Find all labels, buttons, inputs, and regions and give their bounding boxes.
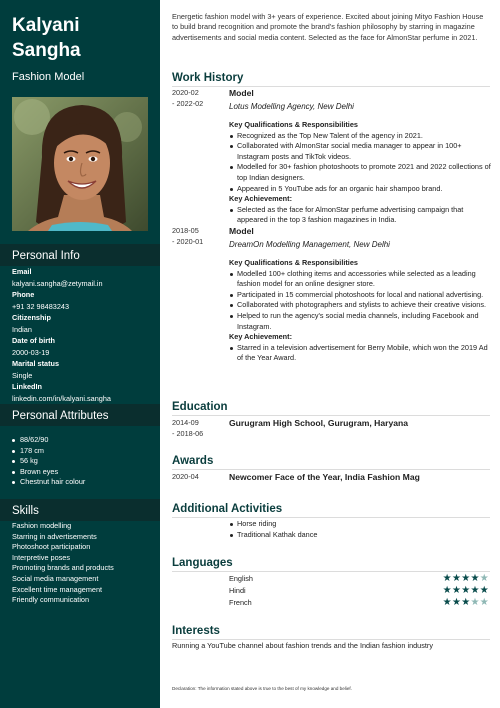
citizenship-value: Indian <box>12 324 32 334</box>
duty-item: Helped to run the agency's social media channels, including Facebook and Instagram. <box>229 311 491 332</box>
star-filled-icon: ★ <box>451 597 462 608</box>
info-label: Email <box>12 267 32 276</box>
phone-value[interactable]: +91 32 98483243 <box>12 301 70 311</box>
star-empty-icon: ★ <box>479 573 489 584</box>
languages-heading: Languages <box>172 557 233 569</box>
achievement-list <box>229 343 491 364</box>
achievement-heading: Key Achievement: <box>229 194 292 204</box>
first-name: Kalyani <box>12 15 80 36</box>
declaration: Declaration: The information stated above is true to the best of my knowledge and belief. <box>172 686 352 691</box>
duties-list <box>229 269 491 333</box>
attribute-item: 56 kg <box>12 456 85 467</box>
skill-item: Interpretive poses <box>12 552 71 562</box>
activity-item: Horse riding <box>229 519 317 530</box>
duties-list <box>229 131 491 195</box>
attributes-heading: Personal Attributes <box>12 410 109 422</box>
skill-item: Starring in advertisements <box>12 531 97 541</box>
date-from: 2018-05 <box>172 226 199 235</box>
achievement-list <box>229 205 491 226</box>
linkedin-link[interactable]: linkedin.com/in/kalyani.sangha <box>12 393 111 403</box>
language-row <box>229 598 489 609</box>
education-heading: Education <box>172 401 228 413</box>
job-dates <box>172 226 203 247</box>
language-row <box>229 574 489 585</box>
school-name: Gurugram High School, Gurugram, Haryana <box>229 418 409 428</box>
award-title: Newcomer Face of the Year, India Fashion Mag <box>229 472 420 482</box>
date-to: - 2022-02 <box>172 98 204 108</box>
date-to: - 2018-06 <box>172 428 204 438</box>
summary: Energetic fashion model with 3+ years of experience. Excited about joining Mityo Fashion House to build brand recognition and promote the brand's fashion philosophy by starring in magazine advertisements and social media content. Selected as the face for AlmonStar perfume in 2021. <box>172 12 484 42</box>
star-filled-icon: ★ <box>461 585 471 596</box>
skill-item: Fashion modelling <box>12 521 72 530</box>
award-date: 2020-04 <box>172 472 199 481</box>
job-title: Model <box>229 226 254 236</box>
attribute-item: Chestnut hair colour <box>12 477 85 488</box>
language-name: English <box>229 574 253 583</box>
achievement-heading: Key Achievement: <box>229 332 292 342</box>
language-row <box>229 586 489 597</box>
attribute-item: 178 cm <box>12 446 85 457</box>
achievement-item: Selected as the face for AlmonStar perfume advertising campaign that appeared in the top 3 fashion magazines in India. <box>229 205 491 226</box>
date-from: 2014-09 <box>172 418 199 427</box>
awards-heading: Awards <box>172 455 214 467</box>
star-empty-icon: ★ <box>479 597 489 608</box>
job-entry <box>229 225 491 364</box>
duty-item: Collaborated with photographers and stylists to achieve their creative visions. <box>229 300 491 311</box>
star-empty-icon: ★ <box>470 597 480 608</box>
marital-status-value: Single <box>12 370 33 380</box>
attribute-item: Brown eyes <box>12 467 85 478</box>
divider <box>172 517 490 518</box>
duty-item: Modelled for 30+ fashion photoshoots to promote 2021 and 2022 collections of top Indian designers. <box>229 162 491 183</box>
info-label: Date of birth <box>12 336 55 345</box>
profile-photo <box>12 97 148 231</box>
qualifications-heading: Key Qualifications & Responsibilities <box>229 258 358 267</box>
star-filled-icon: ★ <box>461 573 471 584</box>
skills-heading: Skills <box>12 505 39 517</box>
duty-item: Modelled 100+ clothing items and accessories while selected as a leading fashion model for an online designer store. <box>229 269 491 290</box>
info-label: LinkedIn <box>12 382 42 391</box>
star-filled-icon: ★ <box>479 585 489 596</box>
star-filled-icon: ★ <box>442 573 452 584</box>
achievement-item: Starred in a television advertisement for Berry Mobile, which won the 2019 Ad of the Year Award. <box>229 343 491 364</box>
language-name: French <box>229 598 252 607</box>
skill-item: Social media management <box>12 573 99 583</box>
star-filled-icon: ★ <box>451 573 462 584</box>
attributes-list <box>12 435 85 488</box>
date-from: 2020-02 <box>172 88 199 97</box>
language-rating-stars <box>443 585 489 596</box>
work-history-heading: Work History <box>172 72 244 84</box>
email-value[interactable]: kalyani.sangha@zetymail.in <box>12 278 103 288</box>
skills-list <box>12 521 114 606</box>
star-filled-icon: ★ <box>470 573 480 584</box>
duty-item: Participated in 15 commercial photoshoots for local and national advertising. <box>229 290 491 301</box>
job-employer: Lotus Modelling Agency, New Delhi <box>229 102 354 111</box>
candidate-name <box>12 14 81 63</box>
info-label: Citizenship <box>12 313 51 322</box>
personal-info-heading: Personal Info <box>12 250 80 262</box>
job-title: Model <box>229 88 254 98</box>
divider <box>172 639 490 640</box>
star-filled-icon: ★ <box>461 597 471 608</box>
sidebar <box>0 0 160 708</box>
job-entry <box>229 87 491 226</box>
star-filled-icon: ★ <box>442 585 452 596</box>
interests-text: Running a YouTube channel about fashion trends and the Indian fashion industry <box>172 641 433 650</box>
language-name: Hindi <box>229 586 246 595</box>
interests-heading: Interests <box>172 625 220 637</box>
candidate-role: Fashion Model <box>12 71 85 83</box>
attribute-item: 88/62/90 <box>12 435 85 446</box>
divider <box>172 469 490 470</box>
last-name: Sangha <box>12 39 81 61</box>
language-rating-stars <box>443 573 489 584</box>
star-filled-icon: ★ <box>470 585 480 596</box>
skill-item: Friendly communication <box>12 595 90 605</box>
education-dates <box>172 418 203 439</box>
activity-item: Traditional Kathak dance <box>229 530 317 541</box>
duty-item: Collaborated with AlmonStar social media manager to appear in 100+ Instagram posts and TikTok videos. <box>229 141 491 162</box>
divider <box>172 571 490 572</box>
date-to: - 2020-01 <box>172 236 204 246</box>
activities-heading: Additional Activities <box>172 503 283 515</box>
language-rating-stars <box>443 597 489 608</box>
dob-value: 2000-03-19 <box>12 347 50 357</box>
personal-info-list <box>12 266 157 404</box>
qualifications-heading: Key Qualifications & Responsibilities <box>229 120 358 129</box>
star-filled-icon: ★ <box>442 597 452 608</box>
duty-item: Recognized as the Top New Talent of the agency in 2021. <box>229 131 491 142</box>
job-dates <box>172 88 203 109</box>
info-label: Marital status <box>12 359 60 368</box>
activities-list <box>229 519 317 541</box>
skill-item: Photoshoot participation <box>12 542 91 552</box>
duty-item: Appeared in 5 YouTube ads for an organic hair shampoo brand. <box>229 184 491 195</box>
skill-item: Excellent time management <box>12 584 103 594</box>
job-employer: DreamOn Modelling Management, New Delhi <box>229 240 390 249</box>
info-label: Phone <box>12 290 35 299</box>
divider <box>172 415 490 416</box>
star-filled-icon: ★ <box>451 585 462 596</box>
skill-item: Promoting brands and products <box>12 563 114 573</box>
